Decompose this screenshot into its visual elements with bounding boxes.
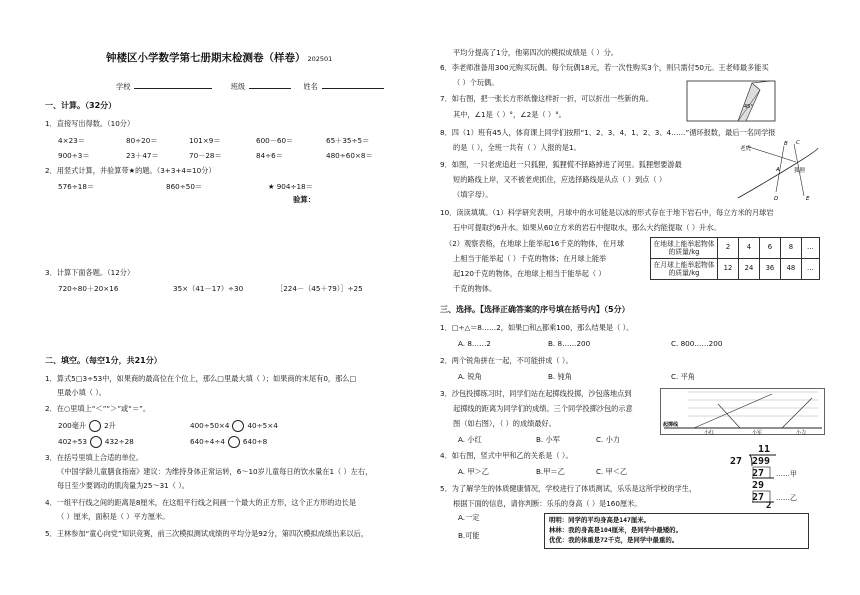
compare-circle[interactable] [232, 420, 244, 432]
section-1-title: 一、计算。（32分） [45, 101, 117, 110]
weight-table [650, 237, 820, 280]
choice-5-b: 根据下面的信息，请你判断：乐乐的身高（ ）是160厘米。 [453, 499, 642, 508]
section-2-title: 二、填空。（每空1分，共21分） [45, 356, 162, 365]
svg-text:老虎: 老虎 [740, 146, 752, 152]
compare-row-1: 200毫升 2升 400÷50×4 40÷5×4 [58, 421, 278, 430]
fill-9-a: 9．如图，一只老虎追赶一只狐狸，狐狸慌不择路掉进了河里。狐狸想要游最 [440, 160, 682, 169]
table-row: 在地球上能举起物体的质量/kg 2 4 6 8 … [651, 238, 820, 259]
fill-7-b: 其中，∠1是（ ）°，∠2是（ ）°。 [453, 110, 566, 119]
fill-10-d: 上相当于能举起（ ）千克的物体；在月球上能举 [453, 254, 607, 263]
note-line: 优优：我的体重是72千克，是同学中最重的。 [549, 535, 679, 544]
fill-10-e: 起120千克的物体，在地球上相当于能举起（ ） [453, 269, 606, 278]
fill-8-a: 8．四（1）班有45人，体育课上同学们按照“1、2、3、4、1、2、3、4……”循环报数，最后一名同学报 [440, 128, 776, 137]
svg-text:小力: 小力 [796, 430, 807, 436]
choice-3-b: 起掷线的距离为同学们的成绩。三个同学投掷沙包的示意 [453, 404, 633, 413]
check-label: 验算： [293, 195, 316, 204]
svg-text:狐狸: 狐狸 [794, 168, 806, 174]
compare-row-2: 402÷53 432÷28 640÷4÷4 640÷8 [58, 437, 268, 446]
fill-3-b: 每日至少要调动的肌肉量为25～31（ ）。 [57, 481, 189, 490]
fill-6-a: 6．李老师准备用300元购买玩偶。每个玩偶18元，若一次性购买3个，则只需付50元。王老师最多能买 [440, 63, 769, 72]
svg-text:2: 2 [766, 501, 772, 508]
choice-5-a: 5．为了解学生的体质健康情况，学校进行了体质测试，乐乐是这所学校的学生， [440, 484, 697, 493]
fill-3-a: 《中国学龄儿童膳食指南》建议：为维持身体正常运转，6～10岁儿童每日的饮水量在1（ ）左右， [57, 467, 373, 476]
svg-text:……甲: ……甲 [776, 470, 797, 478]
svg-text:C: C [796, 140, 800, 146]
choice-4: 4．如右图，竖式中甲和乙的关系是（ ）。 [440, 451, 573, 460]
fill-8-b: 的是（ ），全班一共有（ ）人报的是1。 [453, 143, 581, 152]
fill-1-a: 1．算式5□3÷53中，如果商的最高位在个位上，那么□里最大填（ ）；如果商的末尾有0，那么□ [45, 374, 357, 383]
exam-title: 钟楼区小学数学第七册期末检测卷（样卷） 202501 [106, 52, 333, 64]
fill-10-b: 石中可提取约6升水。如果从60立方米的岩石中提取水，那么大约能提取（ ）升水。 [453, 223, 721, 232]
note-line: 林林：我的身高是104厘米，是同学中最矮的。 [549, 525, 682, 534]
compare-circle[interactable] [89, 420, 101, 432]
note-line: 明明：同学的平均身高是147厘米。 [549, 516, 651, 524]
choice-5-option-b: B.可能 [458, 531, 480, 540]
fill-9-b: 短的路线上岸，又不被老虎抓住，应选择路线是从点（ ）到点（ ） [453, 175, 667, 184]
svg-text:11: 11 [758, 444, 771, 455]
fill-10-a: 10．读读填填。（1）科学研究表明，月球中的水可能是以冰的形式存在于地下岩石中，每立方米的月球岩 [440, 208, 774, 217]
svg-text:29: 29 [752, 480, 765, 491]
fill-4-a: 4．一组平行线之间的距离是8厘米，在这组平行线之间画一个最大的正方形，这个正方形的边长是 [45, 498, 357, 507]
svg-text:45°: 45° [744, 104, 753, 110]
choice-2: 2．两个锐角拼在一起，不可能拼成（ ）。 [440, 356, 573, 365]
compare-circle[interactable] [228, 436, 240, 448]
question-1-2: 2．用竖式计算，并验算带★的题。（3+3+4=10分） [45, 166, 216, 175]
student-info-row: 学校 班级 姓名 [116, 80, 384, 92]
tiger-fox-river-figure [736, 138, 820, 202]
fill-10-f: 千克的物体。 [453, 284, 497, 293]
fill-4-b: （ ）厘米，面积是（ ）平方厘米。 [57, 512, 170, 521]
choice-3-c: 图（如右图），（ ）的成绩最好。 [453, 419, 556, 428]
sandbag-throw-figure [660, 388, 826, 436]
fill-7-a: 7．如右图，把一张长方形纸像这样折一折，可以折出一些新的角。 [440, 94, 654, 103]
compare-circle[interactable] [90, 436, 102, 448]
choice-1: 1．□÷△＝8……2，如果□和△都乘100，那么结果是（ ）。 [440, 323, 634, 332]
fill-2: 2．在○里填上“＜”“＞”或“＝”。 [45, 404, 151, 413]
folded-paper-figure [686, 80, 778, 124]
svg-text:A: A [776, 167, 780, 173]
fill-5-cont: 平均分提高了1分，他第四次的模拟成绩是（ ）分。 [453, 48, 618, 57]
long-division-figure [728, 442, 812, 508]
choice-5-option-a: A.一定 [458, 513, 480, 522]
fill-9-c: （填字母）。 [453, 190, 493, 199]
fill-5-a: 5．王林参加“童心向党”知识竞赛，前三次模拟测试成绩的平均分是92分，第四次模拟成绩出来以后， [45, 529, 369, 538]
svg-text:B: B [784, 141, 788, 147]
svg-text:小军: 小军 [752, 430, 763, 436]
choice-3-a: 3．沙包投掷练习时，同学们站在起掷线投掷，沙包落地点到 [440, 389, 632, 398]
svg-text:E: E [806, 196, 810, 202]
svg-text:27: 27 [752, 492, 765, 503]
svg-text:起掷线: 起掷线 [663, 422, 679, 428]
fill-3: 3．在括号里填上合适的单位。 [45, 453, 144, 462]
fill-6-b: （ ）个玩偶。 [453, 78, 499, 87]
svg-text:299: 299 [752, 456, 771, 467]
svg-text:小红: 小红 [704, 430, 715, 436]
question-1-1: 1．直接写出得数。（10分） [45, 119, 135, 128]
fill-10-c: （2）观察表格，在地球上能举起16千克的物体，在月球 [445, 239, 625, 248]
svg-text:27: 27 [730, 456, 743, 467]
section-3-title: 三、选择。【选择正确答案的序号填在括号内】（5分） [440, 305, 630, 314]
svg-text:……乙: ……乙 [776, 494, 797, 502]
svg-text:D: D [774, 196, 779, 202]
info-note-box [544, 513, 809, 549]
fill-1-b: 里最小填（ ）。 [57, 388, 106, 397]
table-row: 在月球上能举起物体的质量/kg 12 24 36 48 … [651, 259, 820, 280]
svg-text:27: 27 [752, 468, 765, 479]
question-1-3: 3．计算下面各题。（12分） [45, 268, 135, 277]
